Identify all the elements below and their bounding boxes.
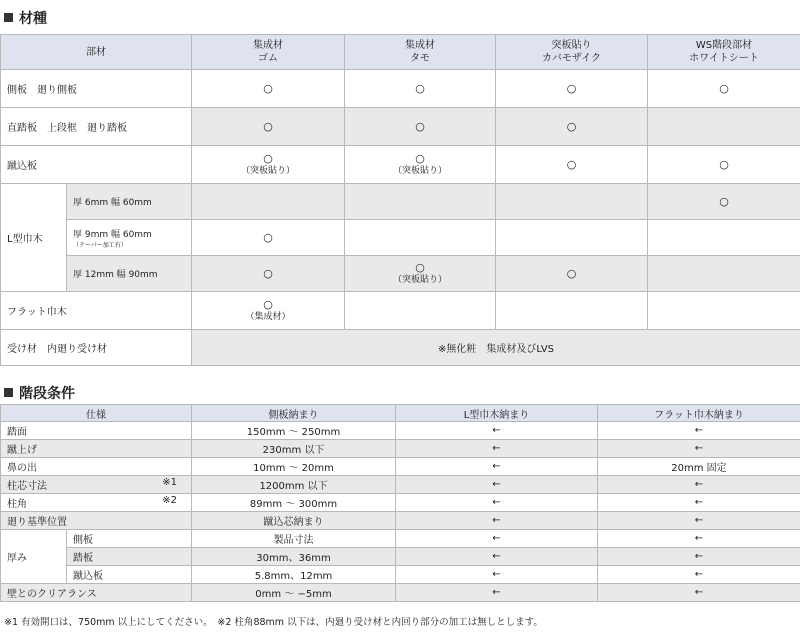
- cond-sublabel: 側板: [67, 530, 192, 548]
- mark: ○: [415, 261, 425, 274]
- row-label-l3: 厚 12mm 幅 90mm: [67, 256, 192, 292]
- square-bullet-icon: [4, 388, 13, 397]
- cond-label: 踏面: [1, 422, 192, 440]
- cond-note: ※2: [162, 495, 177, 506]
- empty-cell: [345, 220, 496, 256]
- cond-arrow: ←: [598, 530, 800, 548]
- empty-cell: [648, 108, 800, 146]
- section-title-text: 材種: [19, 11, 47, 27]
- row-label-gawaita: 側板 廻り側板: [1, 70, 192, 108]
- cond-arrow: ←: [396, 458, 598, 476]
- cond-arrow: ←: [396, 530, 598, 548]
- empty-cell: [496, 220, 648, 256]
- mark-cell: ○: [496, 108, 648, 146]
- mark-cell: ○: [496, 146, 648, 184]
- cond-label-text: 柱角: [7, 499, 27, 510]
- mark-cell: ○: [192, 220, 345, 256]
- cond-label: 廻り基準位置: [1, 512, 192, 530]
- cond-value: 150mm ～ 250mm: [192, 422, 396, 440]
- mark-cell: [345, 256, 496, 292]
- mark-cell: ○: [345, 70, 496, 108]
- mark-cell: ○: [496, 256, 648, 292]
- row-label-uke: 受け材 内廻り受け材: [1, 330, 192, 366]
- l2-text: 厚 9mm 幅 60mm: [73, 229, 152, 240]
- cond-label-text: 柱芯寸法: [7, 481, 47, 492]
- cond-value: 1200mm 以下: [192, 476, 396, 494]
- empty-cell: [648, 292, 800, 330]
- note-shusei: （集成材）: [245, 312, 291, 322]
- empty-cell: [648, 256, 800, 292]
- cond-sublabel: 踏板: [67, 548, 192, 566]
- section-title-text: 階段条件: [19, 386, 75, 402]
- header-flat: フラット巾木納まり: [598, 405, 800, 422]
- cond-value: 5.8mm、12mm: [192, 566, 396, 584]
- mark-cell: ○: [345, 108, 496, 146]
- uke-value: ※無化粧 集成材及びLVS: [192, 330, 800, 366]
- row-label-lgata: L型巾木: [1, 184, 67, 292]
- cond-note: ※1: [162, 477, 177, 488]
- cond-label: [1, 494, 192, 512]
- cond-arrow: ←: [396, 440, 598, 458]
- cond-arrow: ←: [598, 494, 800, 512]
- empty-cell: [345, 184, 496, 220]
- mark-cell: [192, 146, 345, 184]
- header-spec: 仕様: [1, 405, 192, 422]
- cond-arrow: ←: [396, 584, 598, 602]
- cond-value: 製品寸法: [192, 530, 396, 548]
- header-part: 部材: [1, 35, 192, 70]
- note-tsukiita: （突板貼り）: [240, 166, 295, 176]
- mark-cell: [345, 146, 496, 184]
- header-col-1: 集成材 ゴム: [192, 35, 345, 70]
- mark-cell: ○: [648, 146, 800, 184]
- cond-arrow: ←: [396, 422, 598, 440]
- section-title-materials: [4, 8, 47, 28]
- cond-arrow: ←: [396, 476, 598, 494]
- cond-value: 20mm 固定: [598, 458, 800, 476]
- cond-arrow: ←: [598, 476, 800, 494]
- cond-label: 蹴上げ: [1, 440, 192, 458]
- mark-cell: ○: [648, 184, 800, 220]
- cond-label: 壁とのクリアランス: [1, 584, 192, 602]
- empty-cell: [496, 292, 648, 330]
- note-tsukiita: （突板貼り）: [392, 275, 447, 285]
- cond-arrow: ←: [396, 494, 598, 512]
- mark-cell: ○: [192, 256, 345, 292]
- row-label-kekomi: 蹴込板: [1, 146, 192, 184]
- header-col-2: 集成材 タモ: [345, 35, 496, 70]
- mark-cell: ○: [192, 70, 345, 108]
- cond-value: 89mm ～ 300mm: [192, 494, 396, 512]
- empty-cell: [648, 220, 800, 256]
- cond-value: 230mm 以下: [192, 440, 396, 458]
- materials-table: [0, 34, 800, 366]
- row-label-l2: [67, 220, 192, 256]
- note-tsukiita: （突板貼り）: [392, 166, 447, 176]
- mark: ○: [263, 152, 273, 165]
- empty-cell: [192, 184, 345, 220]
- cond-arrow: ←: [598, 422, 800, 440]
- cond-arrow: ←: [598, 548, 800, 566]
- cond-arrow: ←: [396, 566, 598, 584]
- cond-arrow: ←: [396, 548, 598, 566]
- footnote: ※1 有効開口は、750mm 以上にしてください。 ※2 柱角88mm 以下は、内廻り受け材と内回り部分の加工は無しとします。: [4, 617, 543, 628]
- mark-cell: [192, 292, 345, 330]
- cond-value: 30mm、36mm: [192, 548, 396, 566]
- l2-note: （テーパー加工有）: [73, 241, 127, 249]
- cond-label: 鼻の出: [1, 458, 192, 476]
- mark: ○: [415, 152, 425, 165]
- empty-cell: [496, 184, 648, 220]
- cond-arrow: ←: [598, 566, 800, 584]
- header-col-4: WS階段部材 ホワイトシート: [648, 35, 800, 70]
- row-label-l1: 厚 6mm 幅 60mm: [67, 184, 192, 220]
- mark-cell: ○: [648, 70, 800, 108]
- section-title-conditions: [4, 383, 75, 403]
- header-lgata: L型巾木納まり: [396, 405, 598, 422]
- row-label-fumi: 直踏板 上段框 廻り踏板: [1, 108, 192, 146]
- cond-value: 0mm ～ −5mm: [192, 584, 396, 602]
- cond-label: [1, 476, 192, 494]
- mark-cell: ○: [496, 70, 648, 108]
- cond-value: 10mm ～ 20mm: [192, 458, 396, 476]
- mark: ○: [263, 298, 273, 311]
- cond-arrow: ←: [598, 584, 800, 602]
- cond-sublabel: 蹴込板: [67, 566, 192, 584]
- cond-value: 蹴込芯納まり: [192, 512, 396, 530]
- header-col-3: 突板貼り カバモザイク: [496, 35, 648, 70]
- conditions-table: [0, 404, 800, 602]
- atsumi-label: 厚み: [1, 530, 67, 584]
- empty-cell: [345, 292, 496, 330]
- header-gawaita: 側板納まり: [192, 405, 396, 422]
- mark-cell: ○: [192, 108, 345, 146]
- square-bullet-icon: [4, 13, 13, 22]
- row-label-flat: フラット巾木: [1, 292, 192, 330]
- cond-arrow: ←: [396, 512, 598, 530]
- cond-arrow: ←: [598, 512, 800, 530]
- cond-arrow: ←: [598, 440, 800, 458]
